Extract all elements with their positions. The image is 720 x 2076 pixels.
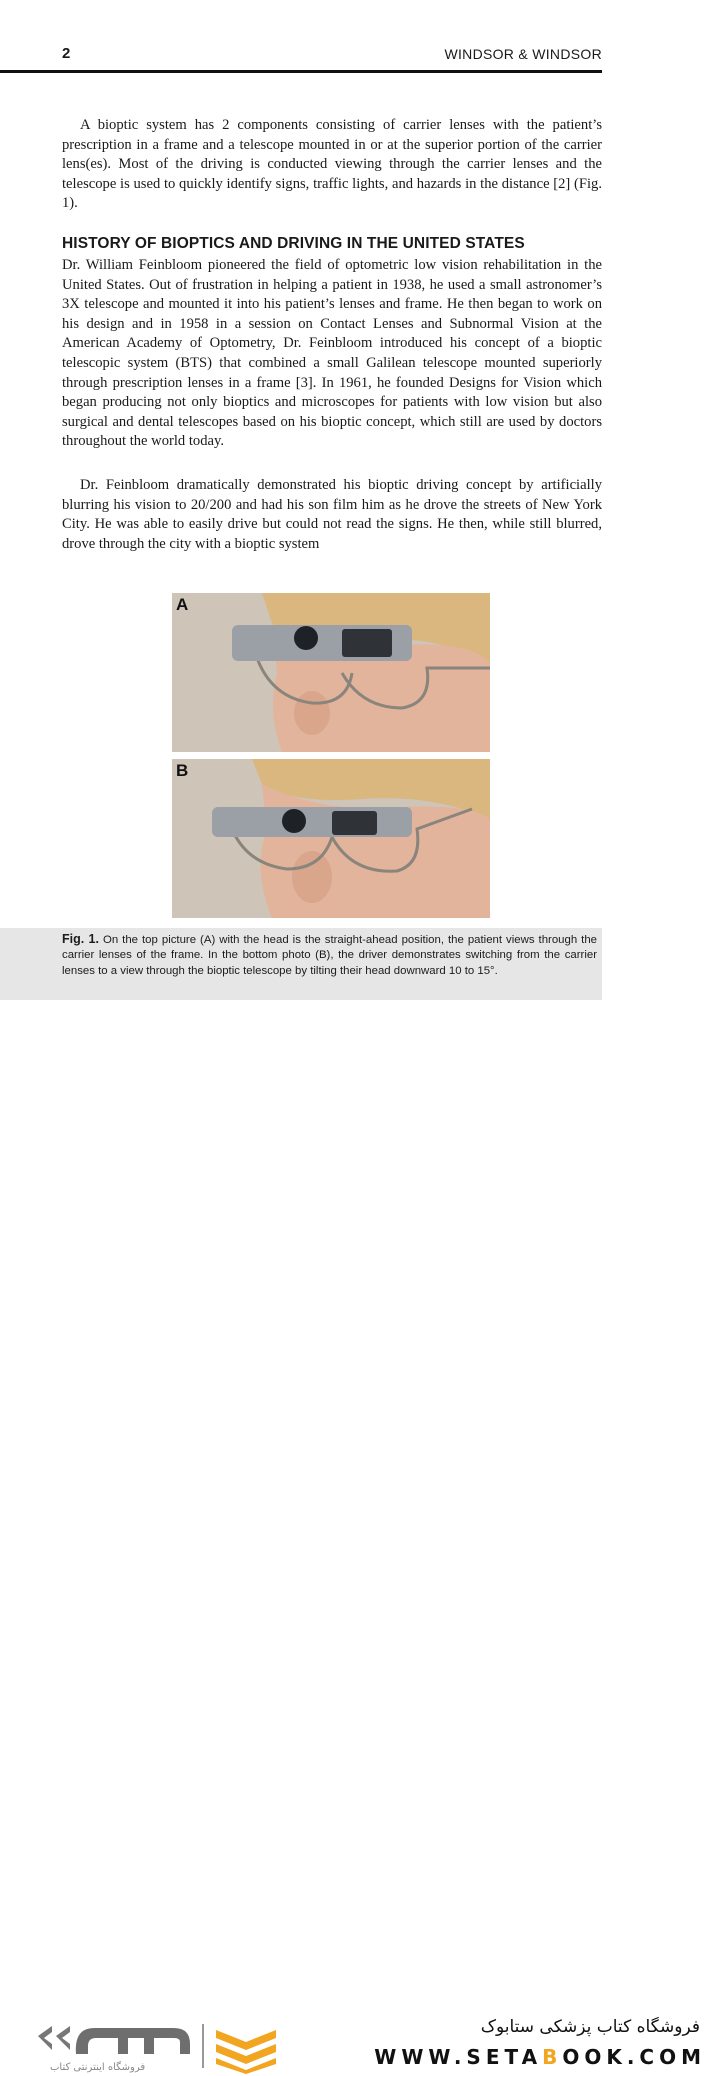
logo-tagline: فروشگاه اینترنتی کتاب — [50, 2062, 146, 2073]
photo-a — [172, 593, 490, 752]
figure-panel-b — [172, 759, 490, 918]
photo-a-telescope-knob — [294, 626, 318, 650]
photo-b-telescope — [212, 807, 412, 837]
page-number: 2 — [62, 45, 71, 62]
store-name: فروشگاه کتاب پزشکی ستابوک — [480, 2017, 700, 2037]
panel-a-label: A — [176, 595, 189, 614]
photo-b-telescope-knob — [282, 809, 306, 833]
figure-caption — [62, 932, 597, 979]
photo-b-nose — [292, 851, 332, 903]
photo-b-telescope-window — [332, 811, 377, 835]
footer-watermark — [0, 1000, 720, 2073]
store-url-accent: B — [542, 2045, 563, 2069]
photo-a-telescope-window — [342, 629, 392, 657]
body-paragraph-1: A bioptic system has 2 components consisting of carrier lenses with the patient’s prescription in a frame and a telescope mounted in or at the superior portion of the carrier lens(es). Most of the driving is conducted viewing through the carrier lenses and the telescope is used to quickly identify signs, traffic lights, and hazards in the distance [2] (Fig. 1). — [62, 117, 602, 212]
store-url-part-3: OOK.COM — [562, 2045, 706, 2069]
section-heading: HISTORY OF BIOPTICS AND DRIVING IN THE UNITED STATES — [62, 235, 525, 252]
store-url-part-1: WWW.SETA — [374, 2045, 543, 2069]
store-url — [374, 2045, 706, 2069]
caption-lead: Fig. 1. — [62, 932, 99, 946]
running-head: WINDSOR & WINDSOR — [444, 46, 602, 62]
photo-b — [172, 759, 490, 918]
caption-text: On the top picture (A) with the head is the straight-ahead position, the patient views through the carrier lenses of the frame. In the bottom photo (B), the driver demonstrates switching from the carrier lenses to a view through the bioptic telescope by tilting their head downward 10 to 15°. — [62, 934, 598, 977]
body-paragraph-2: Dr. William Feinbloom pioneered the field of optometric low vision rehabilitation in the United States. Out of frustration in helping a patient in 1938, he used a small astronomer’s 3X telescope and mounted it into his patient’s lenses and frame. He then began to work on his design and in 1958 in a session on Contact Lenses and Subnormal Vision at the American Academy of Optometry, Dr. Feinbloom introduced his concept of a bioptic telescopic system (BTS) that combined a small Galilean telescope mounted superiorly through prescription lenses in a frame [3]. In 1961, he founded Designs for Vision which began producing not only bioptics and microscopes for patients with low vision but also surgical and dental telescopes based on his bioptic concept, which still are used by doctors throughout the world today. — [62, 257, 602, 450]
figure-panel-a — [172, 593, 490, 752]
body-paragraph-3: Dr. Feinbloom dramatically demonstrated his bioptic driving concept by artificially blurring his vision to 20/200 and had his son film him as he drove the streets of New York City. He was able to easily drive but could not read the signs. He then, while still blurred, drove through the city with a bioptic system — [62, 477, 602, 552]
photo-a-nose — [294, 691, 330, 735]
panel-b-label: B — [176, 761, 189, 780]
header-rule — [0, 70, 602, 73]
